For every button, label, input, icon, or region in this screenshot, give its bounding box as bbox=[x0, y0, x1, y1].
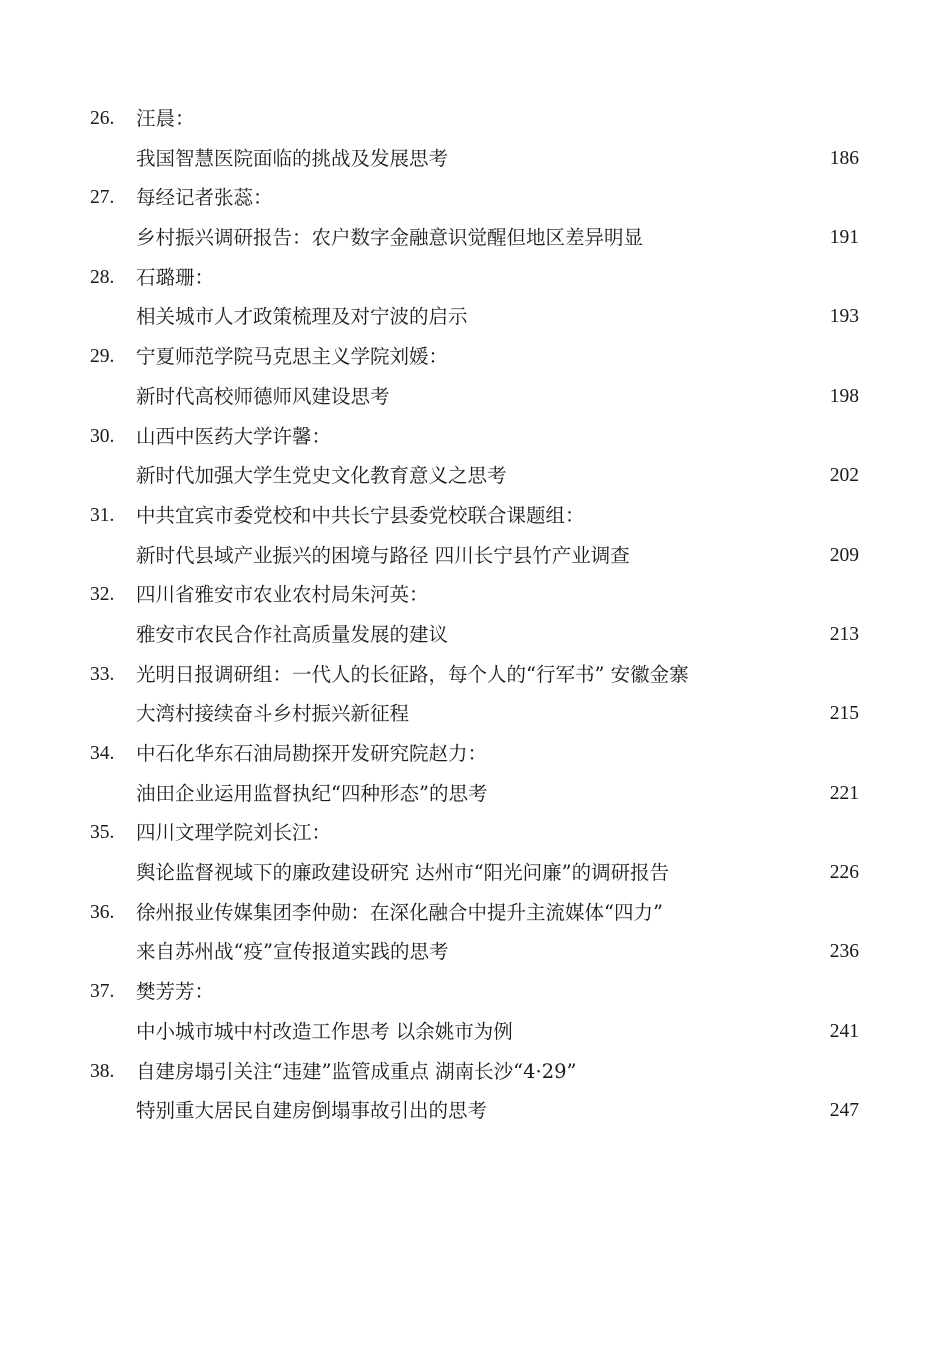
entry-author: 汪晨： bbox=[136, 107, 195, 130]
entry-title: 中小城市城中村改造工作思考 以余姚市为例 bbox=[136, 1019, 513, 1043]
toc-entry-35[interactable] bbox=[0, 813, 950, 892]
entry-number: 26. bbox=[90, 108, 115, 129]
entry-title: 特别重大居民自建房倒塌事故引出的思考 bbox=[136, 1099, 488, 1123]
entry-page-number: 215 bbox=[829, 703, 859, 725]
entry-page-number: 202 bbox=[829, 465, 859, 487]
entry-head-line bbox=[0, 893, 950, 933]
entry-title: 来自苏州战“疫”宣传报道实践的思考 bbox=[136, 940, 449, 964]
toc-entry-32[interactable] bbox=[0, 575, 950, 654]
entry-title-line bbox=[0, 932, 950, 972]
table-of-contents bbox=[0, 99, 950, 1131]
entry-number: 37. bbox=[90, 981, 115, 1003]
toc-entry-34[interactable] bbox=[0, 734, 950, 813]
entry-number: 31. bbox=[90, 504, 115, 526]
entry-head-line bbox=[0, 496, 950, 536]
entry-title-line bbox=[0, 615, 950, 655]
entry-head-line bbox=[0, 734, 950, 774]
toc-entry-26[interactable] bbox=[0, 99, 950, 178]
entry-head-line bbox=[0, 99, 950, 139]
entry-head-line bbox=[0, 1052, 950, 1092]
entry-author: 山西中医药大学许馨： bbox=[136, 424, 332, 448]
entry-page-number: 221 bbox=[829, 782, 859, 804]
entry-head-line bbox=[0, 655, 950, 695]
entry-author: 中共宜宾市委党校和中共长宁县委党校联合课题组： bbox=[136, 503, 585, 527]
entry-head-line bbox=[0, 972, 950, 1012]
entry-title: 相关城市人才政策梳理及对宁波的启示 bbox=[136, 305, 468, 329]
entry-title: 乡村振兴调研报告：农户数字金融意识觉醒但地区差异明显 bbox=[136, 226, 644, 250]
entry-title: 雅安市农民合作社高质量发展的建议 bbox=[136, 622, 449, 646]
entry-page-number: 198 bbox=[829, 385, 859, 407]
entry-head-line bbox=[0, 575, 950, 615]
entry-number: 30. bbox=[90, 425, 115, 447]
toc-entry-28[interactable] bbox=[0, 258, 950, 337]
entry-author: 每经记者张蕊： bbox=[136, 186, 273, 210]
entry-author: 石璐珊： bbox=[136, 265, 215, 289]
toc-entry-30[interactable] bbox=[0, 417, 950, 496]
entry-title-line bbox=[0, 297, 950, 337]
entry-title: 大湾村接续奋斗乡村振兴新征程 bbox=[136, 702, 410, 726]
entry-title: 舆论监督视域下的廉政建设研究 达州市“阳光问廉”的调研报告 bbox=[136, 861, 670, 885]
entry-title-line bbox=[0, 1091, 950, 1131]
entry-page-number: 186 bbox=[829, 147, 859, 169]
entry-head-line bbox=[0, 337, 950, 377]
entry-number: 32. bbox=[90, 584, 115, 606]
entry-head-line bbox=[0, 417, 950, 457]
entry-number: 28. bbox=[90, 266, 115, 288]
entry-title-line bbox=[0, 853, 950, 893]
entry-number: 34. bbox=[90, 743, 115, 764]
entry-title: 新时代加强大学生党史文化教育意义之思考 bbox=[136, 464, 507, 488]
entry-number: 35. bbox=[90, 822, 115, 844]
entry-author: 四川省雅安市农业农村局朱河英： bbox=[136, 583, 429, 607]
entry-head-line bbox=[0, 258, 950, 298]
entry-page-number: 247 bbox=[829, 1100, 859, 1122]
entry-title-line bbox=[0, 774, 950, 814]
entry-title-line bbox=[0, 1012, 950, 1052]
entry-page-number: 236 bbox=[829, 941, 859, 963]
entry-number: 33. bbox=[90, 663, 115, 685]
entry-title-line bbox=[0, 139, 950, 179]
toc-entry-33[interactable] bbox=[0, 655, 950, 734]
entry-title: 新时代县域产业振兴的困境与路径 四川长宁县竹产业调查 bbox=[136, 543, 630, 567]
toc-entry-37[interactable] bbox=[0, 972, 950, 1051]
entry-title-line bbox=[0, 694, 950, 734]
entry-number: 36. bbox=[90, 901, 115, 923]
entry-page-number: 209 bbox=[829, 544, 859, 566]
entry-title: 新时代高校师德师风建设思考 bbox=[136, 384, 390, 408]
entry-title-line bbox=[0, 456, 950, 496]
entry-author: 宁夏师范学院马克思主义学院刘媛： bbox=[136, 345, 449, 369]
entry-author: 四川文理学院刘长江： bbox=[136, 821, 332, 845]
toc-entry-31[interactable] bbox=[0, 496, 950, 575]
toc-entry-27[interactable] bbox=[0, 178, 950, 257]
entry-author: 自建房塌引关注“违建”监管成重点 湖南长沙“4·29” bbox=[136, 1059, 577, 1083]
entry-number: 27. bbox=[90, 187, 115, 209]
entry-head-line bbox=[0, 178, 950, 218]
entry-title-line bbox=[0, 377, 950, 417]
entry-author: 光明日报调研组：一代人的长征路，每个人的“行军书” 安徽金寨 bbox=[136, 662, 689, 686]
entry-page-number: 241 bbox=[829, 1020, 859, 1042]
entry-number: 38. bbox=[90, 1060, 115, 1082]
toc-entry-38[interactable] bbox=[0, 1052, 950, 1131]
entry-head-line bbox=[0, 813, 950, 853]
toc-entry-36[interactable] bbox=[0, 893, 950, 972]
entry-page-number: 213 bbox=[829, 623, 859, 645]
entry-title: 油田企业运用监督执纪“四种形态”的思考 bbox=[136, 781, 488, 805]
entry-title: 我国智慧医院面临的挑战及发展思考 bbox=[136, 146, 449, 170]
entry-author: 樊芳芳： bbox=[136, 980, 215, 1004]
entry-title-line bbox=[0, 536, 950, 576]
entry-author: 徐州报业传媒集团李仲勋：在深化融合中提升主流媒体“四力” bbox=[136, 900, 663, 924]
entry-author: 中石化华东石油局勘探开发研究院赵力： bbox=[136, 742, 488, 765]
entry-page-number: 193 bbox=[829, 306, 859, 328]
entry-title-line bbox=[0, 218, 950, 258]
entry-number: 29. bbox=[90, 346, 115, 368]
entry-page-number: 191 bbox=[829, 227, 859, 249]
toc-entry-29[interactable] bbox=[0, 337, 950, 416]
entry-page-number: 226 bbox=[829, 862, 859, 884]
